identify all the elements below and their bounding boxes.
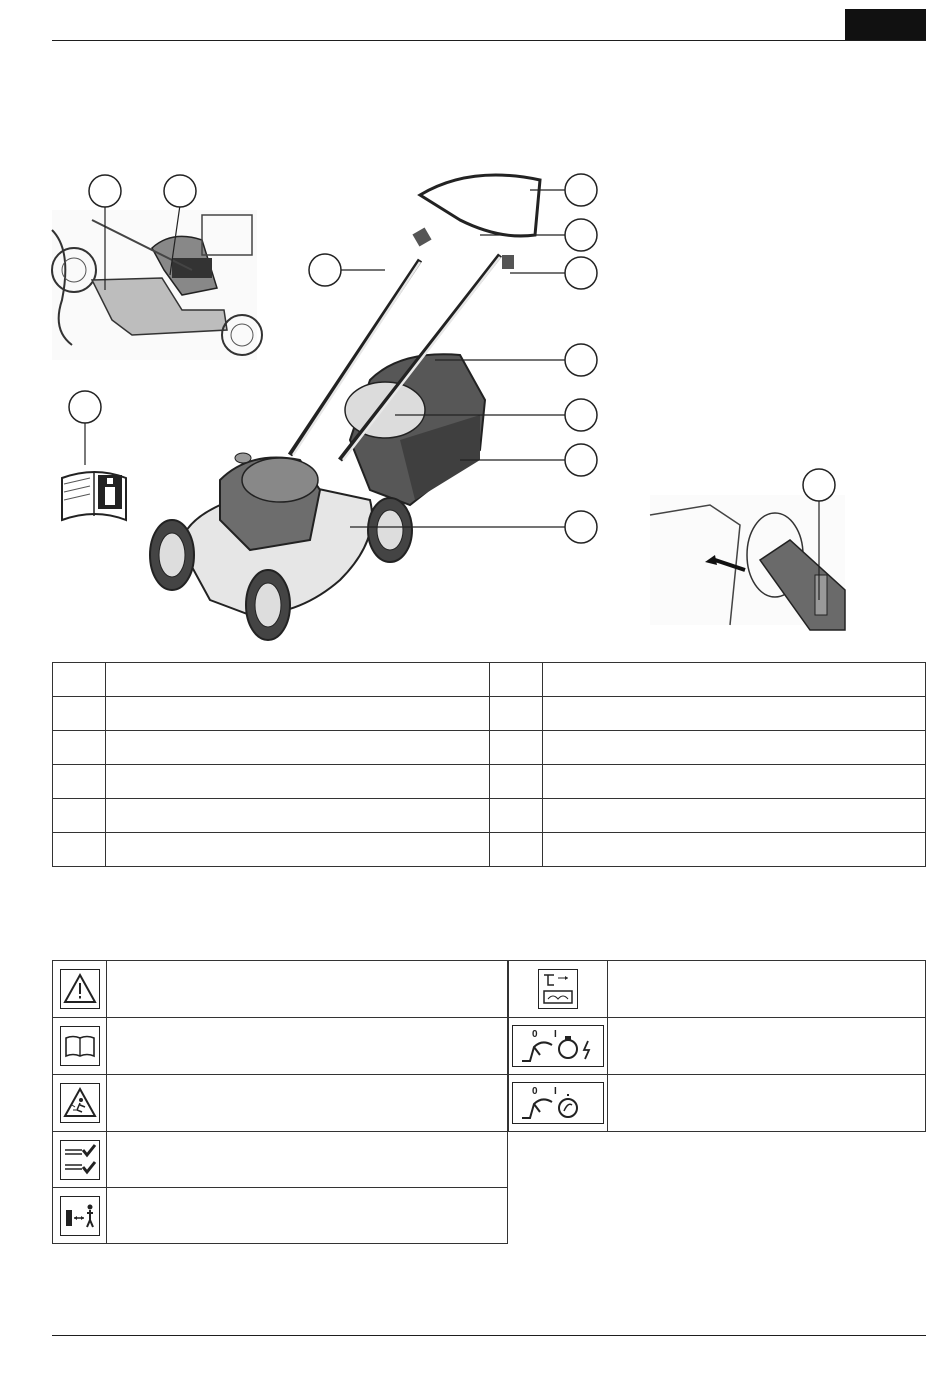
callout-3 — [309, 254, 341, 286]
callout-6 — [565, 257, 597, 289]
svg-text:I: I — [554, 1086, 557, 1097]
parts-table — [52, 662, 926, 867]
grass-catcher-icon — [508, 960, 608, 1018]
callout-5 — [565, 219, 597, 251]
open-manual-icon — [52, 1017, 107, 1075]
lawnmower-overview-figure — [40, 160, 930, 645]
table-row — [53, 765, 926, 799]
callout-4 — [565, 174, 597, 206]
engine-start-electric-icon — [508, 1017, 608, 1075]
read-manual-info-icon — [62, 472, 126, 520]
callout-8 — [565, 399, 597, 431]
callout-12 — [803, 469, 835, 501]
callout-11 — [69, 391, 101, 423]
header-rule — [52, 40, 926, 41]
svg-text:0: 0 — [532, 1086, 538, 1097]
table-row — [53, 799, 926, 833]
table-row — [53, 663, 926, 697]
mulch-plug-inset — [650, 495, 845, 630]
svg-text:0: 0 — [532, 1029, 538, 1040]
keep-distance-icon — [52, 1187, 107, 1244]
symbols-table — [52, 960, 926, 1244]
callout-2 — [164, 175, 196, 207]
callout-10 — [565, 511, 597, 543]
symbol-text — [106, 1017, 508, 1075]
table-row — [53, 833, 926, 867]
symbol-text — [106, 960, 508, 1018]
warning-triangle-icon — [52, 960, 107, 1018]
engine-stop-icon — [508, 1074, 608, 1132]
symbol-text — [106, 1074, 508, 1132]
symbol-text — [106, 1131, 508, 1188]
callout-1 — [89, 175, 121, 207]
callout-7 — [565, 344, 597, 376]
symbol-text — [607, 1074, 926, 1132]
maintenance-check-icon — [52, 1131, 107, 1188]
table-row — [53, 697, 926, 731]
footer-rule — [52, 1335, 926, 1336]
callout-9 — [565, 444, 597, 476]
symbol-text — [607, 1017, 926, 1075]
symbol-text — [106, 1187, 508, 1244]
grass-catcher-inset — [52, 210, 262, 360]
table-row — [53, 731, 926, 765]
section-tab-marker — [845, 9, 926, 40]
thrown-objects-warning-icon — [52, 1074, 107, 1132]
svg-text:I: I — [554, 1029, 557, 1040]
symbol-text — [607, 960, 926, 1018]
